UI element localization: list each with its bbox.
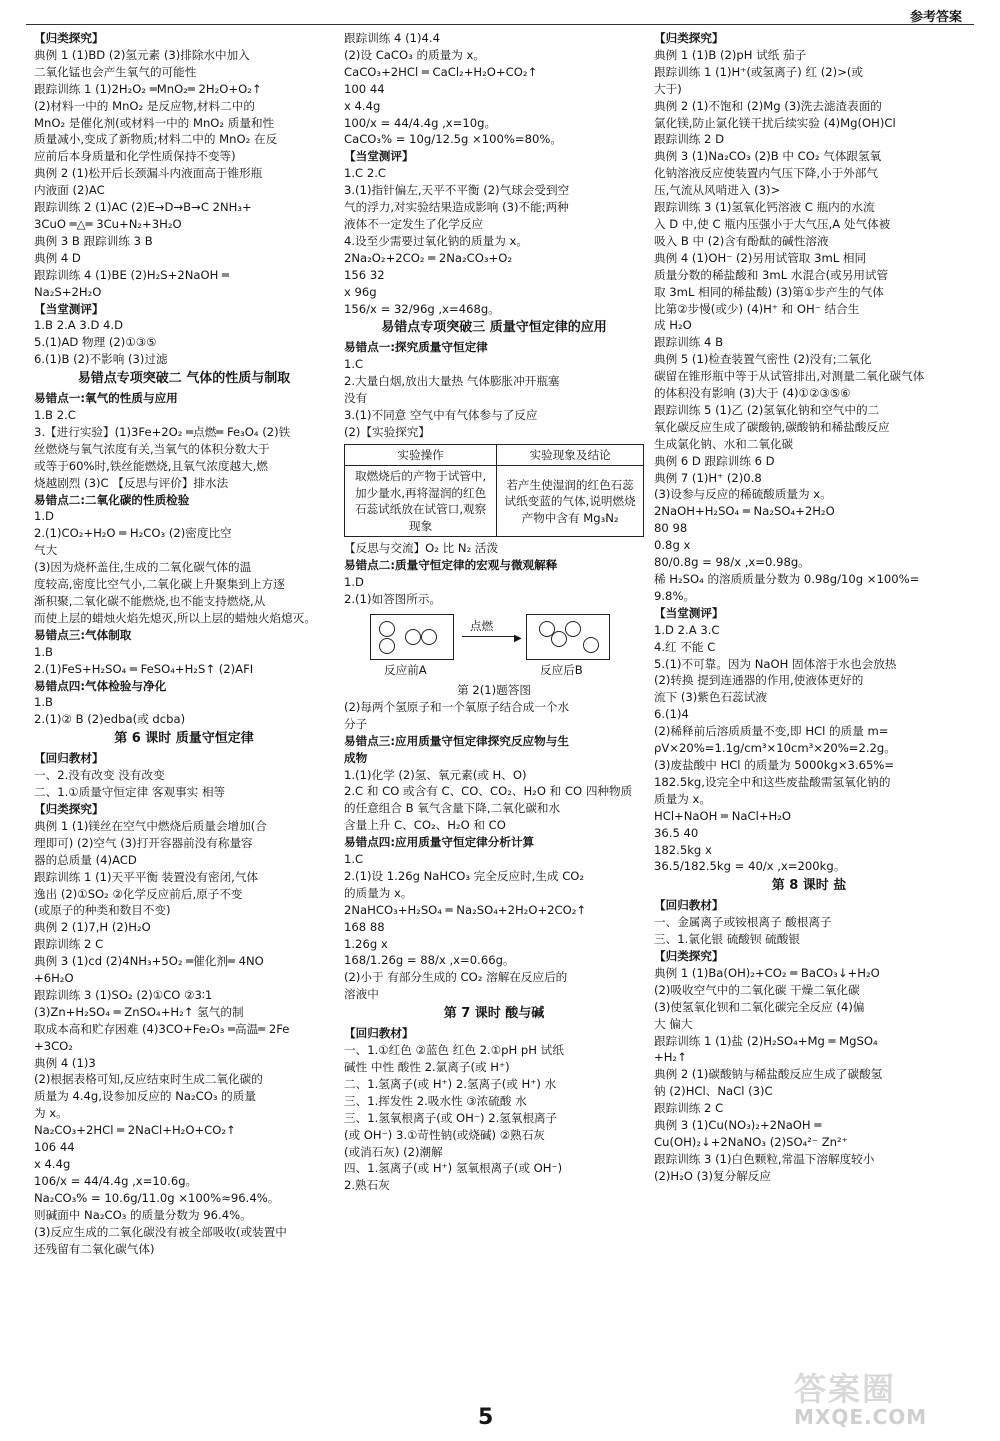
answer-line: 2.C 和 CO 或含有 C、CO、CO₂、H₂O 和 CO 四种物质 (344, 784, 633, 799)
middle-column-section-b (344, 540, 644, 608)
section-heading: 易错点专项突破三 质量守恒定律的应用 (381, 320, 607, 336)
answer-line: 5.(1)AD 物理 (2)①③⑤ (34, 335, 157, 350)
answer-line: 2NaOH+H₂SO₄ ═ Na₂SO₄+2H₂O (654, 504, 835, 519)
answer-line: +3CO₂ (34, 1038, 73, 1053)
hydrogen-atom-icon (379, 621, 395, 637)
answer-line: 二氧化锰也会产生氧气的可能性 (34, 64, 197, 79)
answer-line: (2)根据表格可知,反应结束时生成二氧化碳的 (34, 1072, 263, 1087)
subsection-label: 【当堂测评】 (344, 149, 414, 164)
answer-line: 1.B 2.C (34, 408, 76, 423)
answer-line: 分子 (344, 716, 368, 731)
table-cell-operation: 取燃烧后的产物于试管中,加少量水,再将湿润的红色石蕊试纸放在试管口,观察现象 (345, 466, 497, 537)
answer-line: 三、1.氯化银 硫酸钡 硫酸银 (654, 932, 800, 947)
answer-line: 2.大量白烟,放出大量热 气体膨胀冲开瓶塞 (344, 374, 560, 389)
answer-line: (2)小于 有部分生成的 CO₂ 溶解在反应后的 (344, 970, 568, 985)
answer-line: 液体不一定发生了化学反应 (344, 216, 484, 231)
answer-line: 压,气流从风哨进入 (3)> (654, 183, 781, 198)
answer-line: 典例 3 (1)Cu(NO₃)₂+2NaOH ═ (654, 1118, 822, 1133)
answer-line: (3)设参与反应的稀硫酸质量为 x。 (654, 487, 832, 502)
answer-line: 典例 2 (1)不饱和 (2)Mg (3)洗去滤渣表面的 (654, 98, 882, 113)
reaction-arrow (462, 636, 516, 637)
answer-line: 流下 (3)紫色石蕊试液 (654, 690, 767, 705)
reaction-condition: 点燃 (470, 618, 494, 633)
answer-line: 1.D (34, 509, 54, 524)
answer-line: 的体积没有影响 (3)大于 (4)①②③⑤⑥ (654, 386, 851, 401)
answer-line: 质量减小,变成了新物质;材料二中的 MnO₂ 在反 (34, 132, 278, 147)
answer-line: 入 D 中,使 C 瓶内压强小于大气压,A 处气体被 (654, 216, 891, 231)
answer-line: x 96g (344, 284, 377, 299)
oxygen-atom-icon (583, 637, 599, 653)
answer-line: (2)H₂O (3)复分解反应 (654, 1168, 771, 1183)
answer-line: 含量上升 C、CO₂、H₂O 和 CO (344, 818, 506, 833)
arrowhead-icon: ▶ (514, 632, 522, 644)
answer-line: 典例 1 (1)B (2)pH 试纸 茄子 (654, 47, 807, 62)
header-rule (26, 24, 974, 25)
answer-line: Na₂CO₃% = 10.6g/11.0g ×100%≈96.4%。 (34, 1190, 280, 1205)
answer-line: 182.5kg,设完全中和这些废盐酸需氢氧化钠的 (654, 774, 891, 789)
answer-line: 比第②步慢(或少) (4)H⁺ 和 OH⁻ 结合生 (654, 301, 860, 316)
answer-line: 1.D (344, 575, 364, 590)
answer-line: 2.(1)如答图所示。 (344, 592, 442, 607)
answer-line: 跟踪训练 1 (1)天平平衡 装置没有密闭,气体 (34, 869, 259, 884)
after-label: 反应后B (540, 662, 583, 677)
answer-line: 质量为 4.4g,设参加反应的 Na₂CO₃ 的质量 (34, 1089, 256, 1104)
answer-line: 一、1.①红色 ②蓝色 红色 2.①pH pH 试纸 (344, 1043, 564, 1058)
answer-line: 大 偏大 (654, 1016, 693, 1031)
oxygen-atom-icon (405, 629, 421, 645)
answer-line: x 4.4g (344, 98, 381, 113)
answer-line: 100 44 (344, 81, 385, 96)
answer-line: 典例 2 (1)碳酸钠与稀盐酸反应生成了碳酸氢 (654, 1067, 883, 1082)
experiment-table (344, 444, 644, 538)
answer-line: (2)【实验探究】 (344, 424, 430, 439)
answer-line: 二、1.①质量守恒定律 客观事实 相等 (34, 785, 226, 800)
answer-line: 2.(1)设 1.26g NaHCO₃ 完全反应时,生成 CO₂ (344, 868, 585, 883)
answer-line: 气大 (34, 543, 58, 558)
answer-line: 三、1.氢氧根离子(或 OH⁻) 2.氢氧根离子 (344, 1110, 558, 1125)
answer-line: 质量为 x。 (654, 791, 711, 806)
subsection-label: 易错点一:探究质量守恒定律 (344, 340, 488, 355)
answer-line: 稀 H₂SO₄ 的溶质质量分数为 0.98g/10g ×100%= (654, 572, 920, 586)
subsection-label: 【回归教材】 (34, 751, 104, 766)
reaction-diagram (344, 612, 644, 680)
subsection-label: 【回归教材】 (344, 1026, 414, 1041)
answer-line: 典例 3 (1)cd (2)4NH₃+5O₂ ═催化剂═ 4NO (34, 954, 264, 969)
subsection-label: 易错点二:质量守恒定律的宏观与微观解释 (344, 558, 558, 573)
subsection-label: 易错点四:应用质量守恒定律分析计算 (344, 835, 535, 850)
page-number: 5 (478, 1405, 494, 1430)
answer-line: 9.8%。 (654, 588, 696, 603)
subsection-label: 易错点二:二氧化碳的性质检验 (34, 492, 190, 507)
answer-line: (2)设 CaCO₃ 的质量为 x。 (344, 47, 485, 62)
answer-line: (2)转换 提到连通器的作用,使液体更好的 (654, 673, 864, 688)
answer-line: 5.(1)不可靠。因为 NaOH 固体溶于水也会放热 (654, 656, 897, 671)
answer-line: 的质量为 x。 (344, 885, 413, 900)
answer-line: 还残留有二氧化碳气体) (34, 1241, 155, 1256)
section-heading: 第 8 课时 盐 (771, 878, 847, 894)
answer-line: 理即可) (2)空气 (3)打开容器前没有称量容 (34, 835, 253, 850)
answer-line: 氧化碳反应生成了碳酸钠,碳酸钠和稀盐酸反应 (654, 419, 890, 434)
subsection-label: 【归类探究】 (34, 801, 104, 816)
answer-line: (2)材料一中的 MnO₂ 是反应物,材料二中的 (34, 98, 255, 113)
answer-line: 二、1.氢离子(或 H⁺) 2.氢离子(或 H⁺) 水 (344, 1076, 557, 1091)
table-cell-result: 若产生使湿润的红色石蕊试纸变蓝的气体,说明燃烧产物中含有 Mg₃N₂ (497, 466, 644, 537)
answer-line: 跟踪训练 2 (1)AC (2)E→D→B→C 2NH₃+ (34, 200, 252, 215)
answer-line: 为 x。 (34, 1106, 68, 1121)
answer-line: 1.D 2.A 3.C (654, 622, 720, 637)
answer-line: 80 98 (654, 521, 688, 536)
answer-line: (3)Zn+H₂SO₄ ═ ZnSO₄+H₂↑ 氢气的制 (34, 1004, 244, 1019)
answer-line: 的任意组合 B 氧气含量下降,二氧化碳和水 (344, 801, 561, 816)
diagram-caption: 第 2(1)题答图 (457, 682, 531, 697)
answer-line: 2.(1)② B (2)edba(或 dcba) (34, 712, 186, 727)
answer-line: 2.(1)FeS+H₂SO₄ ═ FeSO₄+H₂S↑ (2)AFI (34, 661, 254, 676)
answer-line: (2)稀释前后溶质质量不变,即 HCl 的质量 m= (654, 724, 889, 739)
table-header-operation: 实验操作 (345, 444, 497, 466)
answer-line: 36.5/182.5kg = 40/x ,x=200kg。 (654, 859, 846, 874)
answer-line: 典例 3 (1)Na₂CO₃ (2)B 中 CO₂ 气体跟氢氧 (654, 149, 882, 164)
answer-line: 跟踪训练 3 (1)氢氧化钙溶液 C 瓶内的水流 (654, 200, 875, 215)
table-header-result: 实验现象及结论 (497, 444, 644, 466)
answer-line: 典例 4 (1)OH⁻ (2)另用试管取 3mL 相同 (654, 250, 867, 265)
answer-line: 器的总质量 (4)ACD (34, 852, 137, 867)
answer-line: 跟踪训练 4 (1)4.4 (344, 31, 440, 45)
subsection-label: 易错点三:气体制取 (34, 627, 132, 642)
watermark-logo (794, 1372, 980, 1432)
answer-line: 36.5 40 (654, 825, 699, 840)
answer-line: 168/1.26g = 88/x ,x=0.66g。 (344, 953, 515, 968)
watermark-text: 答案圈 (794, 1370, 897, 1408)
answer-line: CaCO₃% = 10g/12.5g ×100%=80%。 (344, 132, 562, 147)
answer-line: 典例 3 B 跟踪训练 3 B (34, 233, 153, 248)
answer-line: 典例 1 (1)Ba(OH)₂+CO₂ ═ BaCO₃↓+H₂O (654, 965, 880, 980)
answer-line: 【反思与交流】O₂ 比 N₂ 活泼 (344, 541, 499, 556)
answer-line: 跟踪训练 4 (1)BE (2)H₂S+2NaOH ═ (34, 267, 230, 282)
answer-line: 碱性 中性 酸性 2.氯离子(或 H⁺) (344, 1060, 510, 1074)
section-heading: 第 7 课时 酸与碱 (443, 1006, 545, 1022)
subsection-label: 【当堂测评】 (654, 605, 724, 620)
answer-line: 106 44 (34, 1140, 75, 1155)
answer-line: 典例 2 (1)松开后长颈漏斗内液面高于锥形瓶 (34, 166, 263, 181)
answer-line: (3)反应生成的二氧化碳没有被全部吸收(或装置中 (34, 1224, 287, 1239)
answer-line: (或原子的种类和数目不变) (34, 903, 171, 918)
answer-line: 渐积聚,二氧化碳不能燃烧,也不能支持燃烧,从 (34, 594, 266, 608)
answer-line: 182.5kg x (654, 842, 712, 857)
oxygen-atom-icon (551, 631, 567, 647)
answer-line: 1.B (34, 644, 54, 659)
answer-line: 0.8g x (654, 538, 691, 553)
answer-line: 1.(1)化学 (2)氢、氧元素(或 H、O) (344, 767, 527, 782)
answer-line: 3CuO ═△═ 3Cu+N₂+3H₂O (34, 216, 182, 231)
answer-line: 2.熟石灰 (344, 1178, 390, 1193)
answer-line: 1.26g x (344, 936, 388, 951)
answer-line: 跟踪训练 1 (1)2H₂O₂ ═MnO₂═ 2H₂O+O₂↑ (34, 81, 262, 96)
answer-line: 106/x = 44/4.4g ,x=10.6g。 (34, 1173, 198, 1188)
answer-line: 2Na₂O₂+2CO₂ ═ 2Na₂CO₃+O₂ (344, 250, 513, 265)
answer-line: 6.(1)4 (654, 707, 689, 722)
answer-line: HCl+NaOH ═ NaCl+H₂O (654, 808, 792, 823)
subsection-label: 【回归教材】 (654, 898, 724, 913)
answer-line: 跟踪训练 1 (1)盐 (2)H₂SO₄+Mg ═ MgSO₄ (654, 1033, 878, 1048)
reactant-box (370, 614, 454, 660)
answer-line: 1.C 2.C (344, 166, 386, 181)
answer-line: 应前后本身质量和化学性质保持不变等) (34, 149, 236, 164)
answer-line: (2)吸收空气中的二氧化碳 干燥二氧化碳 (654, 982, 860, 997)
answer-line: 典例 2 (1)7,H (2)H₂O (34, 920, 151, 935)
answer-line: 钠 (2)HCl、NaCl (3)C (654, 1084, 773, 1099)
answer-line: 典例 4 D (34, 250, 81, 265)
answer-line: 100/x = 44/4.4g ,x=10g。 (344, 115, 497, 130)
answer-line: 2NaHCO₃+H₂SO₄ ═ Na₂SO₄+2H₂O+2CO₂↑ (344, 902, 587, 917)
answer-line: 丝燃烧与氧气浓度有关,当氧气的体积分数大于 (34, 441, 270, 456)
answer-line: 质量分数的稀盐酸和 3mL 水混合(或另用试管 (654, 267, 889, 282)
answer-line: 1.B 2.A 3.D 4.D (34, 318, 124, 333)
answer-line: 跟踪训练 4 B (654, 335, 724, 350)
answer-line: 跟踪训练 5 (1)乙 (2)氢氧化钠和空气中的二 (654, 402, 880, 417)
hydrogen-atom-icon (565, 621, 581, 637)
answer-line: x 4.4g (34, 1157, 71, 1171)
answer-line: 4.红 不能 C (654, 639, 716, 654)
answer-line: 典例 1 (1)镁丝在空气中燃烧后质量会增加(合 (34, 818, 267, 833)
answer-line: 化钠溶液反应使装置内气压下降,小于外部气 (654, 166, 878, 181)
answer-line: 逸出 (2)①SO₂ ②化学反应前后,原子不变 (34, 886, 243, 901)
answer-column-left (34, 30, 334, 1257)
answer-line: ρV×20%=1.1g/cm³×10cm³×20%=2.2g。 (654, 741, 896, 756)
answer-line: (3)因为烧杯盖住,生成的二氧化碳气体的温 (34, 560, 252, 575)
answer-line: CaCO₃+2HCl ═ CaCl₂+H₂O+CO₂↑ (344, 64, 538, 79)
answer-line: 气的浮力,对实验结果造成影响 (3)不能;两种 (344, 200, 569, 215)
answer-line: +H₂↑ (654, 1050, 687, 1065)
answer-line: 三、1.挥发性 2.吸水性 ③浓硫酸 水 (344, 1093, 527, 1108)
answer-line: 度较高,密度比空气小,二氧化碳上升聚集到上方逐 (34, 577, 285, 592)
answer-line: 成 H₂O (654, 318, 692, 333)
answer-line: Na₂S+2H₂O (34, 284, 102, 299)
answer-line: 跟踪训练 1 (1)H⁺(或氢离子) 红 (2)>(或 (654, 64, 864, 79)
answer-line: 取 3mL 相同的稀盐酸) (3)第①步产生的气体 (654, 284, 884, 299)
answer-line: 大于) (654, 81, 682, 96)
answer-line: 吸入 B 中 (2)含有酚酞的碱性溶液 (654, 233, 829, 248)
subsection-label: 【归类探究】 (654, 31, 724, 45)
answer-line: 则碱面中 Na₂CO₃ 的质量分数为 96.4%。 (34, 1207, 252, 1222)
section-heading: 易错点专项突破二 气体的性质与制取 (77, 371, 291, 387)
answer-line: 3.(1)不同意 空气中有气体参与了反应 (344, 408, 538, 423)
answer-line: (或消石灰) (2)潮解 (344, 1144, 443, 1159)
answer-line: 3.【进行实验】(1)3Fe+2O₂ ═点燃═ Fe₃O₄ (2)铁 (34, 424, 291, 439)
subsection-label: 【归类探究】 (654, 949, 724, 964)
before-label: 反应前A (384, 662, 427, 677)
answer-line: +6H₂O (34, 971, 74, 986)
answer-line: 典例 5 (1)检查装置气密性 (2)没有;二氧化 (654, 352, 872, 367)
answer-line: 溶液中 (344, 987, 379, 1002)
section-heading: 第 6 课时 质量守恒定律 (114, 731, 254, 747)
answer-line: 跟踪训练 3 (1)SO₂ (2)①CO ②3∶1 (34, 987, 213, 1002)
answer-line: 一、2.没有改变 没有改变 (34, 768, 165, 783)
answer-line: 168 88 (344, 919, 385, 934)
answer-line: 氯化镁,防止氯化镁干扰后续实验 (4)Mg(OH)Cl (654, 115, 896, 130)
answer-line: MnO₂ 是催化剂(或材料一中的 MnO₂ 质量和性 (34, 115, 275, 130)
answer-line: 156/x = 32/96g ,x=468g。 (344, 301, 500, 316)
answer-line: 156 32 (344, 267, 385, 282)
answer-line: 跟踪训练 2 D (654, 132, 725, 147)
oxygen-atom-icon (421, 629, 437, 645)
subsection-label: 易错点一:氧气的性质与应用 (34, 391, 178, 406)
answer-line: 1.C (344, 357, 364, 372)
subsection-label: 【归类探究】 (34, 31, 104, 45)
product-box (526, 614, 610, 660)
answer-line: 1.C (344, 852, 364, 867)
answer-line: (3)使氢氧化钡和二氧化碳完全反应 (4)偏 (654, 999, 865, 1014)
answer-line: 取成本高和贮存困难 (4)3CO+Fe₂O₃ ═高温═ 2Fe (34, 1021, 290, 1036)
subsection-label: 成物 (344, 750, 368, 765)
answer-column-middle (344, 30, 644, 1194)
answer-line: (2)每两个氢原子和一个氧原子结合成一个水 (344, 699, 570, 714)
answer-line: 1.B (34, 695, 54, 710)
answer-line: 烧越剧烈 (3)C 【反思与评价】排水法 (34, 475, 229, 490)
answer-line: 而使上层的蜡烛火焰先熄灭,所以上层的蜡烛火焰熄灭。 (34, 610, 316, 625)
answer-line: 四、1.氢离子(或 H⁺) 氢氧根离子(或 OH⁻) (344, 1161, 563, 1176)
answer-line: 或等于60%时,铁丝能燃烧,且氧气浓度越大,燃 (34, 458, 268, 473)
answer-line: (3)废盐酸中 HCl 的质量为 5000kg×3.65%= (654, 757, 895, 772)
middle-column-section-c (344, 699, 644, 1194)
answer-line: Cu(OH)₂↓+2NaNO₃ (2)SO₄²⁻ Zn²⁺ (654, 1135, 848, 1149)
answer-line: 跟踪训练 2 C (34, 937, 104, 952)
answer-line: 3.(1)指针偏左,天平不平衡 (2)气球会受到空 (344, 183, 570, 198)
subsection-label: 易错点四:气体检验与净化 (34, 678, 167, 693)
answer-line: 2.(1)CO₂+H₂O ═ H₂CO₃ (2)密度比空 (34, 526, 232, 541)
answer-line: 没有 (344, 391, 368, 406)
subsection-label: 易错点三:应用质量守恒定律探究反应物与生 (344, 733, 569, 748)
answer-line: Na₂CO₃+2HCl ═ 2NaCl+H₂O+CO₂↑ (34, 1123, 236, 1138)
answer-line: 典例 1 (1)BD (2)氢元素 (3)排除水中加入 (34, 47, 250, 62)
answer-line: (或 OH⁻) 3.①苛性钠(或烧碱) ②熟石灰 (344, 1127, 545, 1142)
answer-line: 6.(1)B (2)不影响 (3)过滤 (34, 352, 168, 367)
answer-line: 典例 7 (1)H⁺ (2)0.8 (654, 470, 762, 485)
middle-column-section-a (344, 30, 644, 441)
answer-line: 典例 6 D 跟踪训练 6 D (654, 453, 775, 468)
answer-line: 内液面 (2)AC (34, 183, 105, 198)
answer-line: 生成氯化钠、水和二氧化碳 (654, 436, 794, 451)
answer-line: 碳留在锥形瓶中等于从试管排出,对测量二氧化碳气体 (654, 369, 925, 384)
answer-column-right (654, 30, 964, 1185)
answer-line: 跟踪训练 3 (1)白色颗粒,常温下溶解度较小 (654, 1151, 875, 1166)
answer-line: 典例 4 (1)3 (34, 1055, 96, 1070)
answer-line: 80/0.8g = 98/x ,x=0.98g。 (654, 555, 810, 570)
answer-line: 一、金属离子或铵根离子 酸根离子 (654, 915, 832, 930)
watermark-url: MXQE.COM (794, 1405, 928, 1429)
subsection-label: 【当堂测评】 (34, 301, 104, 316)
hydrogen-atom-icon (379, 638, 395, 654)
page-header-title: 参考答案 (909, 10, 962, 25)
answer-line: 4.设至少需要过氧化钠的质量为 x。 (344, 233, 528, 248)
answer-line: 跟踪训练 2 C (654, 1101, 724, 1116)
